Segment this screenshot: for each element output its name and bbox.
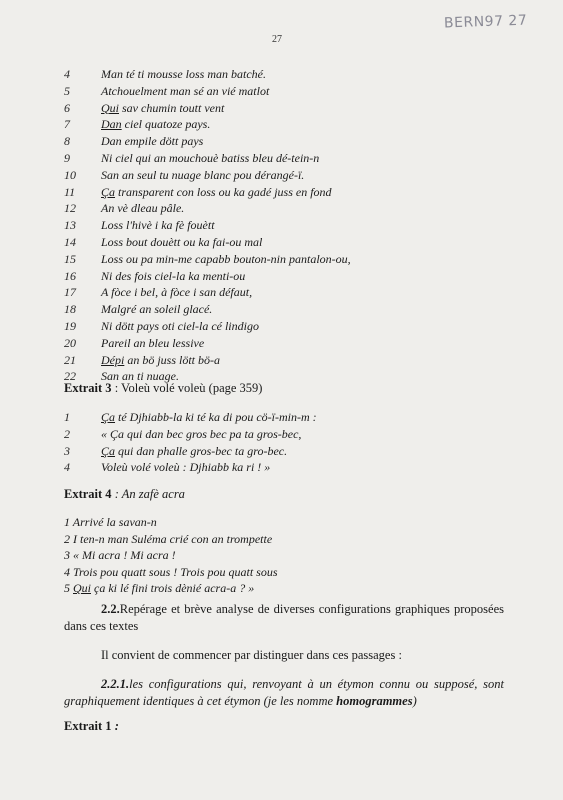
- poem-line-text: Ni dött pays oti ciel-la cé lindigo: [101, 318, 259, 333]
- extrait-3-line-number: 4: [64, 460, 70, 475]
- poem-line: [64, 234, 504, 251]
- poem-line: [64, 167, 504, 184]
- poem-line-number: 20: [64, 335, 76, 350]
- extrait-3-title: : Voleù volé voleù (page 359): [111, 381, 263, 395]
- extrait-3-line: [64, 426, 504, 443]
- poem-line-text: Loss l'hivè i ka fè fouètt: [101, 218, 215, 233]
- extrait-4-line: 4 Trois pou quatt sous ! Trois pou quatt sous: [64, 564, 278, 579]
- poem-line-text: San an ti nuage.: [101, 369, 179, 384]
- poem-line-text: Ça transparent con loss ou ka gadé juss en fond: [101, 184, 332, 199]
- poem-line: [64, 100, 504, 117]
- poem-line-number: 22: [64, 369, 76, 384]
- extrait-3-line: [64, 443, 504, 460]
- section-2-2-1-text: les configurations qui, renvoyant à un étymon connu ou supposé, sont graphiquement identiques à cet étymon (je les nomme: [64, 677, 504, 708]
- poem-line-text: Dépi an bö juss lött bö-a: [101, 352, 220, 367]
- poem-line-number: 7: [64, 117, 70, 132]
- section-2-2-1-close: ): [412, 694, 417, 708]
- extrait-4-heading: [64, 487, 185, 502]
- poem-line: [64, 318, 504, 335]
- extrait-3-line-text: Ça qui dan phalle gros-bec ta gro-bec.: [101, 443, 288, 458]
- extrait-3-line-text: « Ça qui dan bec gros bec pa ta gros-bec,: [101, 426, 302, 441]
- poem-line-text: Man té ti mousse loss man batché.: [101, 67, 266, 81]
- poem-line-number: 9: [64, 150, 70, 165]
- poem-line: [64, 251, 504, 268]
- poem-line-number: 6: [64, 100, 70, 115]
- poem-line-text: A fòce i bel, à fòce i san défaut,: [101, 285, 253, 300]
- extrait-4-line: 3 « Mi acra ! Mi acra !: [64, 548, 176, 563]
- extrait-1-label: Extrait 1: [64, 719, 112, 733]
- poem-line-number: 10: [64, 167, 76, 182]
- poem-line-number: 14: [64, 234, 76, 249]
- poem-line-text: Qui sav chumin toutt vent: [101, 100, 225, 115]
- poem-line: [64, 301, 504, 318]
- section-2-2-paragraph: [64, 601, 504, 635]
- extrait-4-label: Extrait 4: [64, 487, 112, 501]
- extrait-1-heading: [64, 719, 119, 734]
- poem-line: [64, 200, 504, 217]
- poem-excerpt: [64, 66, 504, 385]
- section-2-2-number: 2.2.: [101, 602, 120, 616]
- poem-line-text: An vè dleau pâle.: [101, 201, 185, 216]
- section-2-2-1-number: 2.2.1.: [101, 677, 130, 691]
- extrait-3-line-number: 3: [64, 443, 70, 458]
- extrait-3-heading: [64, 381, 262, 396]
- section-2-2-text: Repérage et brève analyse de diverses configurations graphiques proposées dans ces textes: [64, 602, 504, 633]
- extrait-3-line-number: 2: [64, 426, 70, 441]
- poem-line-number: 15: [64, 251, 76, 266]
- poem-line-number: 12: [64, 201, 76, 216]
- poem-line-number: 21: [64, 352, 76, 367]
- section-2-2-1-paragraph: [64, 676, 504, 710]
- poem-line-text: Dan ciel quatoze pays.: [101, 117, 211, 132]
- poem-line: [64, 150, 504, 167]
- poem-line-number: 4: [64, 67, 70, 81]
- poem-line-number: 13: [64, 218, 76, 233]
- poem-line-number: 19: [64, 318, 76, 333]
- handwritten-annotation: BERN97 27: [443, 12, 528, 32]
- poem-line-number: 5: [64, 83, 70, 98]
- extrait-4-title: : An zafè acra: [111, 487, 185, 501]
- poem-line-text: San an seul tu nuage blanc pou dérangé-ï.: [101, 167, 305, 182]
- poem-line-number: 11: [64, 184, 76, 199]
- extrait-3-line-text: Ça té Djhiabb-la ki té ka di pou cö-ï-min-m :: [101, 410, 317, 424]
- poem-line-text: Dan empile dött pays: [101, 134, 204, 149]
- poem-line-number: 16: [64, 268, 76, 283]
- extrait-3-line-text: Voleù volé voleù : Djhiabb ka ri ! »: [101, 460, 271, 475]
- poem-line: [64, 83, 504, 100]
- poem-line: [64, 284, 504, 301]
- poem-line-number: 17: [64, 285, 76, 300]
- poem-line-text: Ni ciel qui an mouchouè batiss bleu dé-tein-n: [101, 150, 320, 165]
- extrait-1-colon: :: [111, 719, 119, 733]
- extrait-3-label: Extrait 3: [64, 381, 112, 395]
- poem-line-text: Ni des fois ciel-la ka menti-ou: [101, 268, 246, 283]
- poem-line: [64, 217, 504, 234]
- extrait-4-line: 5 Qui ça ki lé fini trois dènié acra-a ? »: [64, 581, 255, 596]
- extrait-4-line: 2 I ten-n man Suléma crié con an trompette: [64, 531, 273, 546]
- poem-line: [64, 268, 504, 285]
- extrait-4-line: 1 Arrivé la savan-n: [64, 515, 157, 529]
- poem-line-number: 18: [64, 302, 76, 317]
- extrait-3-lines: [64, 409, 504, 476]
- poem-line-text: Loss bout douètt ou ka fai-ou mal: [101, 234, 263, 249]
- poem-line: [64, 184, 504, 201]
- poem-line: [64, 116, 504, 133]
- extrait-4-lines: [64, 514, 504, 597]
- poem-line: [64, 352, 504, 369]
- poem-line-number: 8: [64, 134, 70, 149]
- poem-line: [64, 335, 504, 352]
- poem-line: [64, 66, 504, 83]
- page-number: 27: [272, 34, 282, 45]
- poem-line-text: Malgré an soleil glacé.: [101, 302, 213, 317]
- poem-line-text: Atchouelment man sé an vié matlot: [101, 83, 270, 98]
- extrait-3-line: [64, 459, 504, 476]
- extrait-3-line-number: 1: [64, 410, 70, 424]
- extrait-3-line: [64, 409, 504, 426]
- poem-line: [64, 133, 504, 150]
- homogrammes-term: homogrammes: [336, 694, 413, 708]
- poem-line-text: Pareil an bleu lessive: [101, 335, 205, 350]
- poem-line-text: Loss ou pa min-me capabb bouton-nin pantalon-ou,: [101, 251, 351, 266]
- intro-paragraph: Il convient de commencer par distinguer dans ces passages :: [101, 648, 402, 662]
